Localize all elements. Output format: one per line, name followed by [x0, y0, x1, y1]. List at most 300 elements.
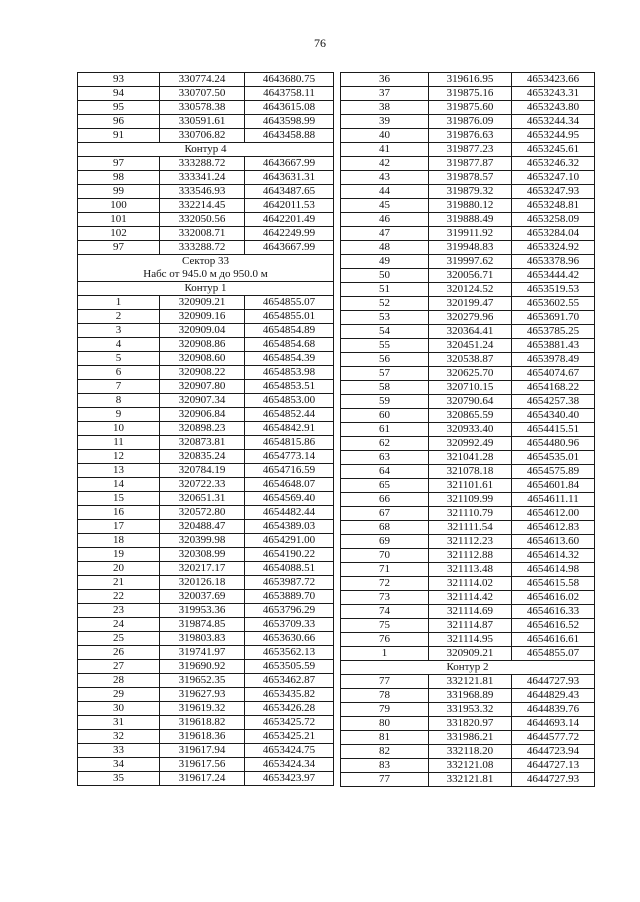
- coordinate-x: 320906.84: [160, 408, 245, 422]
- table-row: [78, 366, 334, 380]
- table-row: [341, 591, 595, 605]
- coordinate-y: 4654648.07: [245, 478, 334, 492]
- coordinate-y: 4653324.92: [512, 241, 595, 255]
- coordinate-x: 320651.31: [160, 492, 245, 506]
- coordinate-y: 4653630.66: [245, 632, 334, 646]
- table-row: [78, 562, 334, 576]
- coordinate-y: 4653245.61: [512, 143, 595, 157]
- coordinate-x: 321110.79: [429, 507, 512, 521]
- coordinate-y: 4653423.97: [245, 772, 334, 786]
- table-row: [78, 534, 334, 548]
- coordinate-x: 319803.83: [160, 632, 245, 646]
- coordinate-y: 4653691.70: [512, 311, 595, 325]
- table-row: [78, 213, 334, 227]
- table-row: [341, 87, 595, 101]
- point-number: 3: [78, 324, 160, 338]
- point-number: 4: [78, 338, 160, 352]
- table-row: [341, 325, 595, 339]
- coordinate-x: 320907.34: [160, 394, 245, 408]
- contour-header-row: [78, 282, 334, 296]
- coordinate-y: 4654569.40: [245, 492, 334, 506]
- table-row: [78, 660, 334, 674]
- point-number: 60: [341, 409, 429, 423]
- coordinate-x: 320909.21: [160, 296, 245, 310]
- point-number: 55: [341, 339, 429, 353]
- coordinate-x: 319878.57: [429, 171, 512, 185]
- point-number: 40: [341, 129, 429, 143]
- coordinate-y: 4654615.58: [512, 577, 595, 591]
- point-number: 1: [78, 296, 160, 310]
- point-number: 91: [78, 129, 160, 143]
- table-row: [341, 577, 595, 591]
- contour-header: Контур 4: [78, 143, 334, 157]
- table-row: [78, 310, 334, 324]
- table-row: [78, 380, 334, 394]
- table-row: [341, 409, 595, 423]
- coordinate-x: 320625.70: [429, 367, 512, 381]
- point-number: 61: [341, 423, 429, 437]
- coordinate-x: 330578.38: [160, 101, 245, 115]
- coordinate-y: 4643598.99: [245, 115, 334, 129]
- point-number: 45: [341, 199, 429, 213]
- coordinate-y: 4654257.38: [512, 395, 595, 409]
- coordinate-y: 4654854.39: [245, 352, 334, 366]
- coordinate-x: 331986.21: [429, 731, 512, 745]
- point-number: 29: [78, 688, 160, 702]
- point-number: 30: [78, 702, 160, 716]
- coordinate-x: 320710.15: [429, 381, 512, 395]
- point-number: 58: [341, 381, 429, 395]
- table-row: [341, 535, 595, 549]
- point-number: 57: [341, 367, 429, 381]
- table-row: [341, 773, 595, 787]
- table-row: [78, 408, 334, 422]
- coordinate-x: 319877.23: [429, 143, 512, 157]
- table-row: [341, 311, 595, 325]
- coordinate-y: 4654773.14: [245, 450, 334, 464]
- coordinate-x: 320217.17: [160, 562, 245, 576]
- coordinate-x: 320488.47: [160, 520, 245, 534]
- coordinate-y: 4653796.29: [245, 604, 334, 618]
- coordinate-x: 319617.56: [160, 758, 245, 772]
- coordinate-y: 4643667.99: [245, 241, 334, 255]
- table-row: [341, 619, 595, 633]
- coordinate-y: 4654852.44: [245, 408, 334, 422]
- coordinate-x: 319875.16: [429, 87, 512, 101]
- coordinate-y: 4654842.91: [245, 422, 334, 436]
- coordinate-x: 320909.04: [160, 324, 245, 338]
- point-number: 8: [78, 394, 160, 408]
- point-number: 20: [78, 562, 160, 576]
- point-number: 19: [78, 548, 160, 562]
- coordinate-x: 319618.36: [160, 730, 245, 744]
- coordinate-y: 4654855.01: [245, 310, 334, 324]
- coordinate-y: 4653426.28: [245, 702, 334, 716]
- point-number: 41: [341, 143, 429, 157]
- coordinate-x: 319997.62: [429, 255, 512, 269]
- table-row: [341, 269, 595, 283]
- table-row: [341, 227, 595, 241]
- coordinate-x: 321112.23: [429, 535, 512, 549]
- coordinate-x: 320908.22: [160, 366, 245, 380]
- table-row: [341, 493, 595, 507]
- table-row: [341, 647, 595, 661]
- table-row: [341, 129, 595, 143]
- coordinate-x: 320037.69: [160, 590, 245, 604]
- coordinate-x: 320126.18: [160, 576, 245, 590]
- table-row: [78, 87, 334, 101]
- point-number: 67: [341, 507, 429, 521]
- table-row: [341, 717, 595, 731]
- coordinate-y: 4644577.72: [512, 731, 595, 745]
- point-number: 14: [78, 478, 160, 492]
- point-number: 52: [341, 297, 429, 311]
- table-row: [341, 297, 595, 311]
- table-row: [78, 520, 334, 534]
- point-number: 56: [341, 353, 429, 367]
- coordinate-y: 4654612.83: [512, 521, 595, 535]
- point-number: 73: [341, 591, 429, 605]
- coordinate-y: 4643631.31: [245, 171, 334, 185]
- point-number: 68: [341, 521, 429, 535]
- coordinate-y: 4653425.72: [245, 716, 334, 730]
- table-row: [78, 772, 334, 786]
- coordinate-y: 4653258.09: [512, 213, 595, 227]
- point-number: 18: [78, 534, 160, 548]
- table-row: [341, 563, 595, 577]
- coordinate-x: 319652.35: [160, 674, 245, 688]
- point-number: 71: [341, 563, 429, 577]
- table-row: [78, 436, 334, 450]
- coordinate-x: 319953.36: [160, 604, 245, 618]
- coordinate-x: 320538.87: [429, 353, 512, 367]
- point-number: 44: [341, 185, 429, 199]
- coordinate-x: 319618.82: [160, 716, 245, 730]
- coordinate-y: 4654190.22: [245, 548, 334, 562]
- point-number: 22: [78, 590, 160, 604]
- point-number: 51: [341, 283, 429, 297]
- sector-header-row: [78, 255, 334, 282]
- table-row: [78, 576, 334, 590]
- coordinate-y: 4654612.00: [512, 507, 595, 521]
- table-row: [341, 115, 595, 129]
- point-number: 21: [78, 576, 160, 590]
- table-row: [78, 590, 334, 604]
- table-row: [341, 437, 595, 451]
- point-number: 98: [78, 171, 160, 185]
- coordinate-x: 320199.47: [429, 297, 512, 311]
- coordinate-y: 4653505.59: [245, 660, 334, 674]
- table-row: [341, 451, 595, 465]
- point-number: 49: [341, 255, 429, 269]
- table-row: [78, 758, 334, 772]
- coordinate-x: 320909.21: [429, 647, 512, 661]
- coordinate-y: 4644693.14: [512, 717, 595, 731]
- coordinate-x: 321041.28: [429, 451, 512, 465]
- coordinate-y: 4654616.61: [512, 633, 595, 647]
- coordinates-table-right: [340, 72, 595, 787]
- coordinate-y: 4654716.59: [245, 464, 334, 478]
- coordinate-y: 4654575.89: [512, 465, 595, 479]
- point-number: 23: [78, 604, 160, 618]
- table-row: [341, 381, 595, 395]
- coordinate-y: 4643758.11: [245, 87, 334, 101]
- table-row: [78, 464, 334, 478]
- coordinate-x: 333546.93: [160, 185, 245, 199]
- coordinate-x: 320873.81: [160, 436, 245, 450]
- table-row: [78, 478, 334, 492]
- coordinate-y: 4642201.49: [245, 213, 334, 227]
- coordinate-y: 4653889.70: [245, 590, 334, 604]
- sector-header: [78, 255, 334, 282]
- coordinate-y: 4653519.53: [512, 283, 595, 297]
- point-number: 59: [341, 395, 429, 409]
- point-number: 102: [78, 227, 160, 241]
- coordinate-y: 4653244.95: [512, 129, 595, 143]
- point-number: 65: [341, 479, 429, 493]
- coordinate-y: 4653881.43: [512, 339, 595, 353]
- coordinate-x: 332121.81: [429, 773, 512, 787]
- table-row: [78, 338, 334, 352]
- coordinate-x: 319617.24: [160, 772, 245, 786]
- point-number: 34: [78, 758, 160, 772]
- point-number: 66: [341, 493, 429, 507]
- table-row: [341, 199, 595, 213]
- table-row: [341, 507, 595, 521]
- point-number: 35: [78, 772, 160, 786]
- coordinate-y: 4654389.03: [245, 520, 334, 534]
- point-number: 42: [341, 157, 429, 171]
- table-row: [78, 688, 334, 702]
- point-number: 64: [341, 465, 429, 479]
- coordinate-x: 333288.72: [160, 157, 245, 171]
- point-number: 24: [78, 618, 160, 632]
- point-number: 11: [78, 436, 160, 450]
- coordinate-x: 321114.02: [429, 577, 512, 591]
- coordinate-y: 4654601.84: [512, 479, 595, 493]
- coordinate-x: 320451.24: [429, 339, 512, 353]
- table-row: [341, 157, 595, 171]
- point-number: 78: [341, 689, 429, 703]
- point-number: 69: [341, 535, 429, 549]
- point-number: 97: [78, 157, 160, 171]
- table-row: [78, 73, 334, 87]
- coordinate-y: 4643680.75: [245, 73, 334, 87]
- table-row: [78, 422, 334, 436]
- coordinate-y: 4653243.80: [512, 101, 595, 115]
- table-row: [78, 171, 334, 185]
- coordinate-x: 319741.97: [160, 646, 245, 660]
- table-row: [78, 352, 334, 366]
- coordinate-y: 4653978.49: [512, 353, 595, 367]
- coordinate-x: 319690.92: [160, 660, 245, 674]
- coordinate-x: 319880.12: [429, 199, 512, 213]
- table-row: [78, 702, 334, 716]
- point-number: 15: [78, 492, 160, 506]
- point-number: 82: [341, 745, 429, 759]
- point-number: 97: [78, 241, 160, 255]
- coordinate-y: 4654614.32: [512, 549, 595, 563]
- table-row: [78, 394, 334, 408]
- coordinate-y: 4654815.86: [245, 436, 334, 450]
- point-number: 54: [341, 325, 429, 339]
- point-number: 43: [341, 171, 429, 185]
- coordinate-x: 330707.50: [160, 87, 245, 101]
- coordinate-x: 319617.94: [160, 744, 245, 758]
- table-row: [78, 101, 334, 115]
- table-row: [78, 157, 334, 171]
- coordinate-y: 4653462.87: [245, 674, 334, 688]
- coordinate-x: 320784.19: [160, 464, 245, 478]
- coordinate-x: 332008.71: [160, 227, 245, 241]
- table-row: [78, 115, 334, 129]
- coordinate-y: 4653378.96: [512, 255, 595, 269]
- coordinate-x: 321109.99: [429, 493, 512, 507]
- contour-header: Контур 2: [341, 661, 595, 675]
- point-number: 36: [341, 73, 429, 87]
- contour-header-row: [341, 661, 595, 675]
- coordinate-x: 320898.23: [160, 422, 245, 436]
- coordinate-y: 4653423.66: [512, 73, 595, 87]
- table-row: [341, 255, 595, 269]
- coordinate-y: 4653243.31: [512, 87, 595, 101]
- table-row: [78, 227, 334, 241]
- coordinate-y: 4654613.60: [512, 535, 595, 549]
- coordinate-x: 320908.86: [160, 338, 245, 352]
- table-row: [341, 101, 595, 115]
- coordinate-y: 4644723.94: [512, 745, 595, 759]
- point-number: 99: [78, 185, 160, 199]
- coordinate-x: 320909.16: [160, 310, 245, 324]
- table-row: [78, 674, 334, 688]
- coordinate-x: 319875.60: [429, 101, 512, 115]
- point-number: 74: [341, 605, 429, 619]
- coordinate-x: 320933.40: [429, 423, 512, 437]
- coordinate-y: 4644839.76: [512, 703, 595, 717]
- coordinate-y: 4642011.53: [245, 199, 334, 213]
- table-row: [341, 283, 595, 297]
- coordinate-x: 321101.61: [429, 479, 512, 493]
- coordinate-y: 4654535.01: [512, 451, 595, 465]
- coordinate-y: 4654854.68: [245, 338, 334, 352]
- table-row: [341, 353, 595, 367]
- coordinate-x: 320364.41: [429, 325, 512, 339]
- table-row: [341, 521, 595, 535]
- coordinate-y: 4644727.93: [512, 773, 595, 787]
- table-row: [78, 450, 334, 464]
- table-row: [78, 241, 334, 255]
- coordinate-x: 319888.49: [429, 213, 512, 227]
- table-row: [341, 73, 595, 87]
- contour-header-row: [78, 143, 334, 157]
- coordinate-x: 319876.63: [429, 129, 512, 143]
- coordinate-x: 320056.71: [429, 269, 512, 283]
- point-number: 62: [341, 437, 429, 451]
- coordinate-y: 4654088.51: [245, 562, 334, 576]
- coordinate-x: 319619.32: [160, 702, 245, 716]
- point-number: 47: [341, 227, 429, 241]
- coordinate-x: 320124.52: [429, 283, 512, 297]
- table-row: [341, 633, 595, 647]
- point-number: 39: [341, 115, 429, 129]
- coordinate-x: 319948.83: [429, 241, 512, 255]
- point-number: 17: [78, 520, 160, 534]
- table-row: [341, 479, 595, 493]
- point-number: 32: [78, 730, 160, 744]
- coordinate-x: 320908.60: [160, 352, 245, 366]
- table-row: [341, 731, 595, 745]
- coordinate-y: 4654340.40: [512, 409, 595, 423]
- table-row: [341, 423, 595, 437]
- coordinate-x: 319876.09: [429, 115, 512, 129]
- point-number: 27: [78, 660, 160, 674]
- point-number: 25: [78, 632, 160, 646]
- point-number: 96: [78, 115, 160, 129]
- table-row: [78, 646, 334, 660]
- coordinate-y: 4642249.99: [245, 227, 334, 241]
- point-number: 46: [341, 213, 429, 227]
- point-number: 77: [341, 675, 429, 689]
- coordinate-y: 4653444.42: [512, 269, 595, 283]
- coordinate-x: 321114.87: [429, 619, 512, 633]
- point-number: 7: [78, 380, 160, 394]
- coordinate-y: 4653246.32: [512, 157, 595, 171]
- coordinate-y: 4654616.02: [512, 591, 595, 605]
- coordinate-y: 4654853.00: [245, 394, 334, 408]
- point-number: 81: [341, 731, 429, 745]
- coordinate-x: 331953.32: [429, 703, 512, 717]
- coordinate-x: 320308.99: [160, 548, 245, 562]
- table-row: [78, 185, 334, 199]
- coordinate-y: 4643615.08: [245, 101, 334, 115]
- table-row: [78, 618, 334, 632]
- coordinate-y: 4654854.89: [245, 324, 334, 338]
- point-number: 100: [78, 199, 160, 213]
- coordinate-y: 4654291.00: [245, 534, 334, 548]
- point-number: 37: [341, 87, 429, 101]
- table-row: [78, 296, 334, 310]
- point-number: 93: [78, 73, 160, 87]
- table-row: [341, 675, 595, 689]
- point-number: 33: [78, 744, 160, 758]
- point-number: 16: [78, 506, 160, 520]
- coordinate-x: 320865.59: [429, 409, 512, 423]
- table-row: [78, 632, 334, 646]
- coordinate-y: 4644829.43: [512, 689, 595, 703]
- table-row: [341, 339, 595, 353]
- table-row: [341, 367, 595, 381]
- table-row: [78, 744, 334, 758]
- coordinate-y: 4653785.25: [512, 325, 595, 339]
- point-number: 70: [341, 549, 429, 563]
- table-row: [341, 395, 595, 409]
- coordinate-x: 319874.85: [160, 618, 245, 632]
- coordinate-y: 4644727.13: [512, 759, 595, 773]
- point-number: 95: [78, 101, 160, 115]
- coordinate-y: 4654855.07: [512, 647, 595, 661]
- point-number: 79: [341, 703, 429, 717]
- coordinate-y: 4654853.98: [245, 366, 334, 380]
- coordinate-y: 4653987.72: [245, 576, 334, 590]
- coordinate-y: 4654616.52: [512, 619, 595, 633]
- coordinate-y: 4654616.33: [512, 605, 595, 619]
- point-number: 10: [78, 422, 160, 436]
- coordinate-y: 4654855.07: [245, 296, 334, 310]
- table-row: [341, 759, 595, 773]
- coordinate-x: 332121.81: [429, 675, 512, 689]
- coordinate-y: 4654480.96: [512, 437, 595, 451]
- coordinate-x: 332214.45: [160, 199, 245, 213]
